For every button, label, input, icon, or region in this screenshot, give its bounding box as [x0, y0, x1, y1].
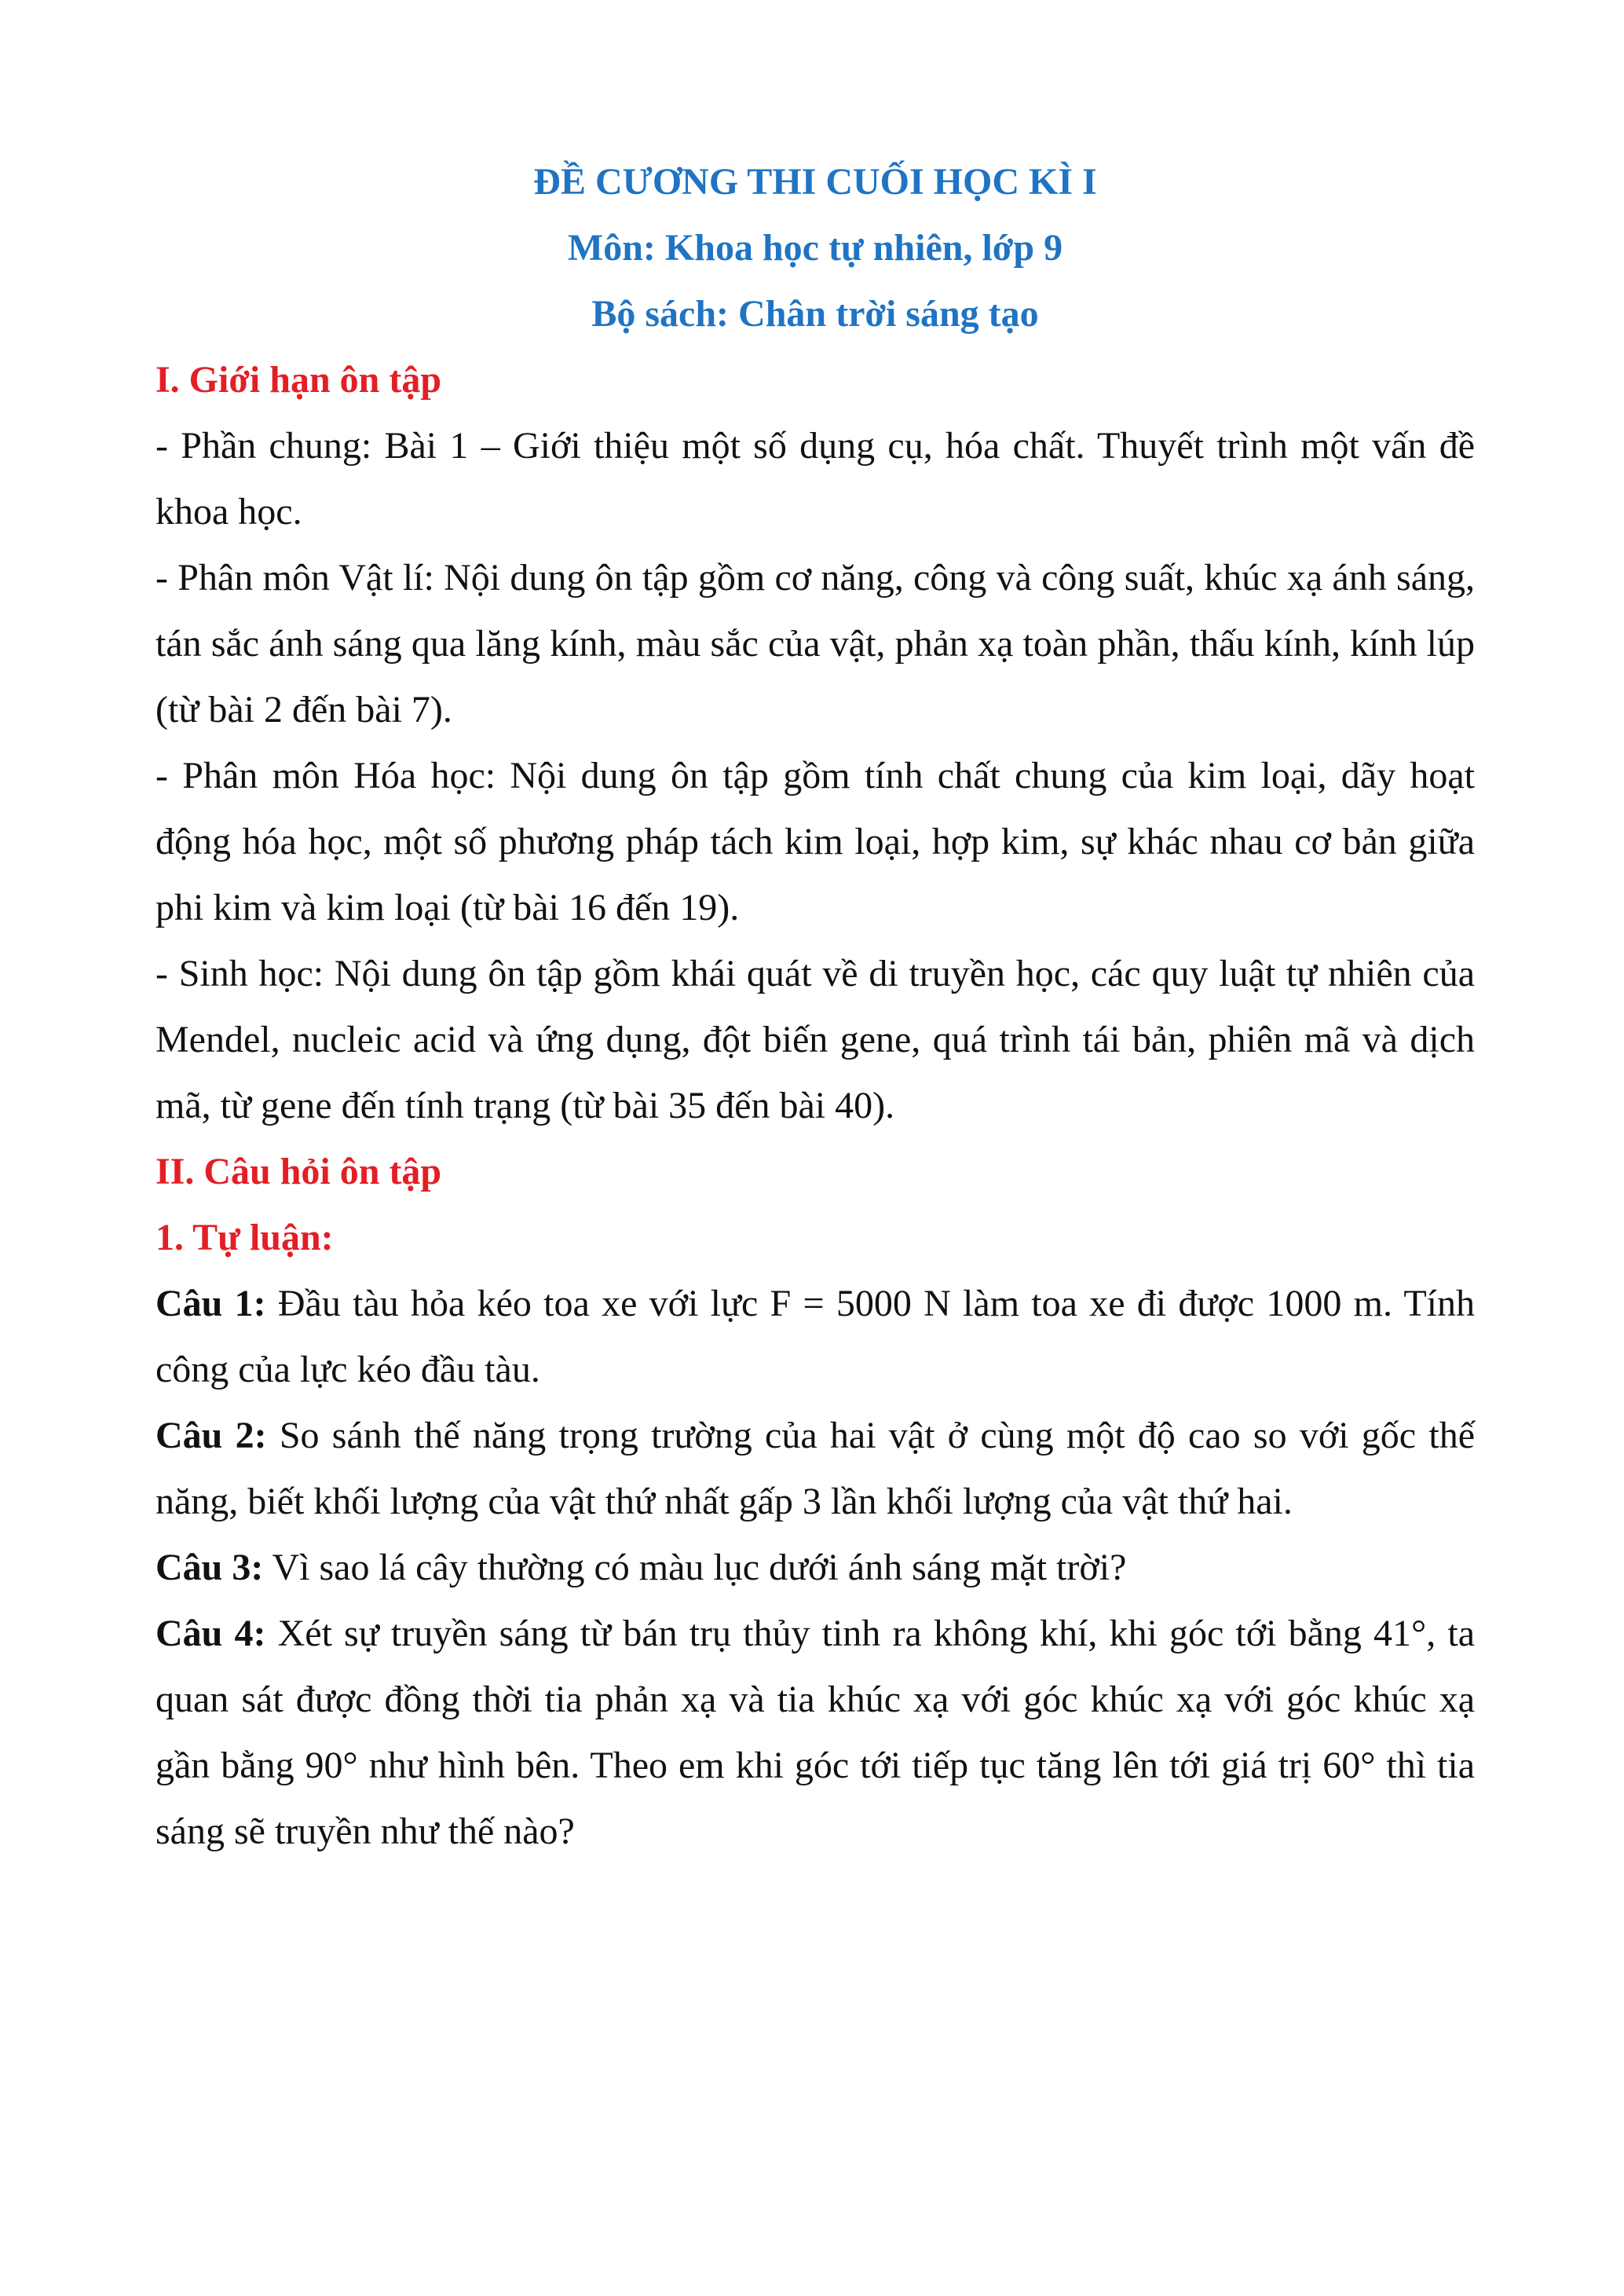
- section-2-subheading: 1. Tự luận:: [155, 1217, 334, 1258]
- question-3-text: Vì sao lá cây thường có màu lục dưới ánh sáng mặt trời?: [263, 1547, 1127, 1588]
- question-3-label: Câu 3:: [155, 1547, 264, 1588]
- section-1-item-biology: - Sinh học: Nội dung ôn tập gồm khái quát về di truyền học, các quy luật tự nhiên của Mendel, nucleic acid và ứng dụng, đột biến gene, quá trình tái bản, phiên mã và dịch mã, từ gene đến tính trạng (từ bài 35 đến bài 40).: [155, 953, 1475, 1126]
- question-4: [155, 1601, 1475, 1865]
- question-1: [155, 1271, 1475, 1403]
- question-2-text: So sánh thế năng trọng trường của hai vật ở cùng một độ cao so với gốc thế năng, biết khối lượng của vật thứ nhất gấp 3 lần khối lượng của vật thứ hai.: [155, 1415, 1476, 1522]
- question-4-text: Xét sự truyền sáng từ bán trụ thủy tinh ra không khí, khi góc tới bằng 41°, ta quan sát được đồng thời tia phản xạ và tia khúc xạ với góc khúc xạ với góc khúc xạ gần bằng 90° như hình bên. Theo em khi góc tới tiếp tục tăng lên tới giá trị 60° thì tia sáng sẽ truyền như thế nào?: [155, 1613, 1475, 1852]
- section-2-heading: II. Câu hỏi ôn tập: [155, 1151, 442, 1192]
- document-title: ĐỀ CƯƠNG THI CUỐI HỌC KÌ I: [533, 161, 1097, 203]
- section-1-heading: I. Giới hạn ôn tập: [155, 359, 442, 401]
- question-1-text: Đầu tàu hỏa kéo toa xe với lực F = 5000 N làm toa xe đi được 1000 m. Tính công của lực kéo đầu tàu.: [155, 1283, 1476, 1390]
- section-1-item-general: - Phần chung: Bài 1 – Giới thiệu một số dụng cụ, hóa chất. Thuyết trình một vấn đề khoa học.: [155, 425, 1475, 533]
- question-3: [155, 1535, 1475, 1601]
- section-1-item-physics: - Phân môn Vật lí: Nội dung ôn tập gồm cơ năng, công và công suất, khúc xạ ánh sáng, tán sắc ánh sáng qua lăng kính, màu sắc của vật, phản xạ toàn phần, thấu kính, kính lúp (từ bài 2 đến bài 7).: [155, 557, 1475, 731]
- document-subject: Môn: Khoa học tự nhiên, lớp 9: [567, 227, 1063, 269]
- question-2: [155, 1403, 1475, 1535]
- document-book: Bộ sách: Chân trời sáng tạo: [591, 293, 1039, 335]
- section-1-item-chemistry: - Phân môn Hóa học: Nội dung ôn tập gồm tính chất chung của kim loại, dãy hoạt động hóa học, một số phương pháp tách kim loại, hợp kim, sự khác nhau cơ bản giữa phi kim và kim loại (từ bài 16 đến 19).: [155, 755, 1475, 928]
- question-2-label: Câu 2:: [155, 1415, 267, 1456]
- question-1-label: Câu 1:: [155, 1283, 266, 1324]
- document-content: [155, 149, 1475, 1865]
- question-4-label: Câu 4:: [155, 1613, 266, 1654]
